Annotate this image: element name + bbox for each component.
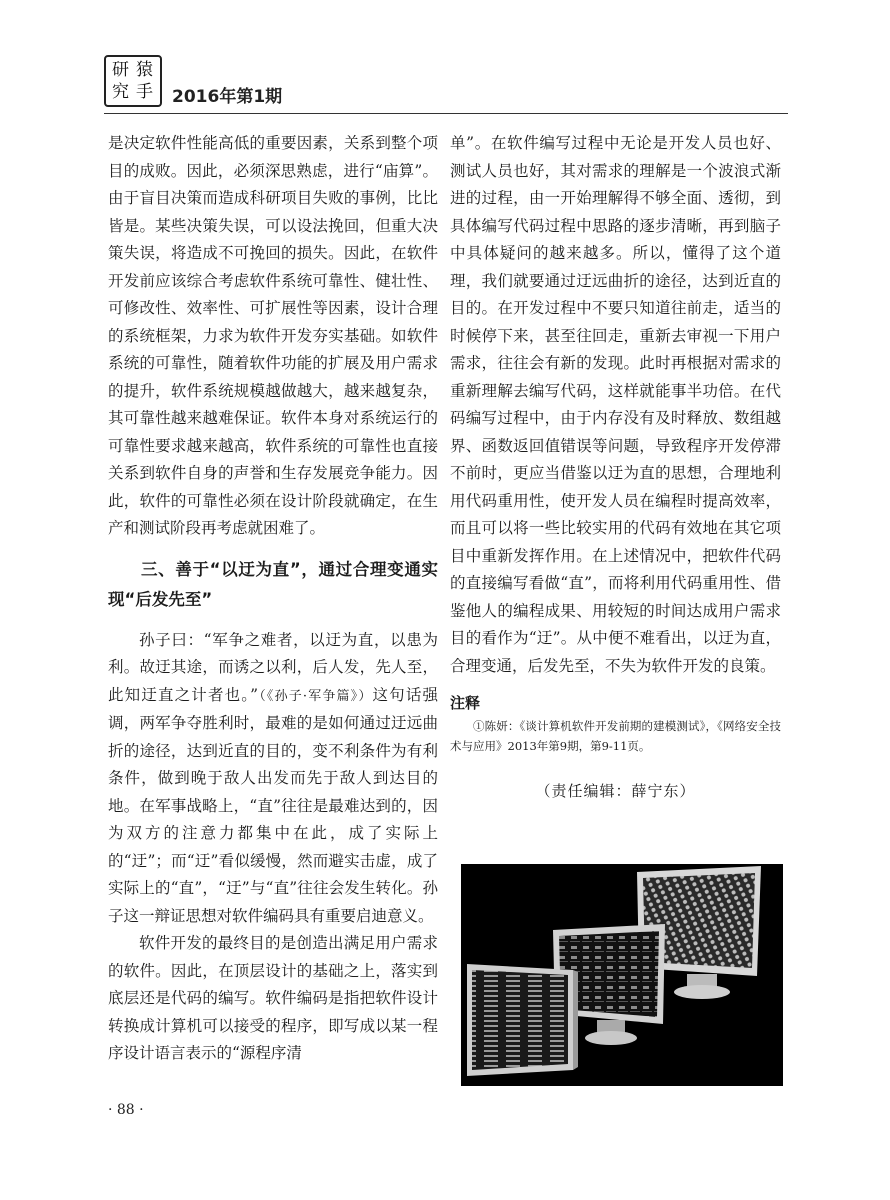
issue-label: 2016年第1期	[172, 87, 283, 107]
paragraph: 是决定软件性能高低的重要因素，关系到整个项目的成败。因此，必须深思熟虑，进行“庙算”。由于盲目决策而造成科研项目失败的事例，比比皆是。某些决策失误，可以设法挽回，但重大决策失误，将造成不可挽回的损失。因此，在软件开发前应该综合考虑软件系统可靠性、健壮性、可修改性、效率性、可扩展性等因素，设计合理的系统框架，力求为软件开发夯实基础。如软件系统的可靠性，随着软件功能的扩展及用户需求的提升，软件系统规模越做越大，越来越复杂，其可靠性越来越难保证。软件本身对系统运行的可靠性要求越来越高，软件系统的可靠性也直接关系到软件自身的声誉和生存发展竞争能力。因此，软件的可靠性必须在设计阶段就确定，在生产和测试阶段再考虑就困难了。	[108, 134, 438, 537]
page-number: · 88 ·	[108, 1102, 144, 1118]
footnote: ①陈妍：《谈计算机软件开发前期的建模测试》，《网络安全技术与应用》2013年第9期，第9-11页。	[450, 719, 781, 753]
logo-char: 猿	[136, 59, 154, 80]
header-rule	[104, 113, 788, 114]
editor-credit: （责任编辑：薛宁东）	[535, 782, 696, 800]
paragraph: 软件开发的最终目的是创造出满足用户需求的软件。因此，在顶层设计的基础之上，落实到底层还是代码的编写。软件编码是指把软件设计转换成计算机可以接受的程序，即写成以某一程序设计语言表示的“源程序清	[108, 934, 438, 1062]
monitors-illustration	[461, 864, 783, 1086]
quote-citation: （《孙子·军争篇》）	[258, 688, 373, 704]
right-column	[450, 130, 781, 806]
monitors-image	[461, 864, 783, 1086]
logo-char: 手	[136, 81, 154, 102]
logo-char: 研	[112, 59, 130, 80]
journal-logo	[104, 55, 162, 107]
paragraph	[108, 627, 438, 931]
paragraph: 单”。在软件编写过程中无论是开发人员也好、测试人员也好，其对需求的理解是一个波浪式渐进的过程，由一开始理解得不够全面、透彻，到具体编写代码过程中思路的逐步清晰，再到脑子中具体疑问的越来越多。所以，懂得了这个道理，我们就要通过迂远曲折的途径，达到近直的目的。在开发过程中不要只知道往前走，适当的时候停下来，甚至往回走，重新去审视一下用户需求，往往会有新的发现。此时再根据对需求的重新理解去编写代码，这样就能事半功倍。在代码编写过程中，由于内存没有及时释放、数组越界、函数返回值错误等问题，导致程序开发停滞不前时，更应当借鉴以迂为直的思想，合理地利用代码重用性，使开发人员在编程时提高效率，而且可以将一些比较实用的代码有效地在其它项目中重新发挥作用。在上述情况中，把软件代码的直接编写看做“直”，而将利用代码重用性、借鉴他人的编程成果、用较短的时间达成用户需求目的看作为“迂”。从中便不难看出，以迂为直，合理变通，后发先至，不失为软件开发的良策。	[450, 134, 781, 675]
left-column	[108, 130, 438, 1068]
paragraph-text: 这句话强调，两军争夺胜利时，最难的是如何通过迂远曲折的途径，达到近直的目的，变不利条件为有利条件，做到晚于敌人出发而先于敌人到达目的地。在军事战略上，“直”往往是最难达到的，因为双方的注意力都集中在此，成了实际上的“迂”；而“迂”看似缓慢，然而避实击虚，成了实际上的“直”，“迂”与“直”往往会发生转化。孙子这一辩证思想对软件编码具有重要启迪意义。	[108, 685, 438, 925]
notes-title: 注释	[450, 694, 481, 712]
logo-char: 究	[112, 81, 130, 102]
section-title: 三、善于“以迂为直”，通过合理变通实现“后发先至”	[108, 559, 438, 609]
quote-text: 孙子曰：“军争之难者，以迂为直，以患为利。故迂其途，而诱之以利，后人发，先人至，此知迂直之计者也。”	[108, 630, 438, 704]
